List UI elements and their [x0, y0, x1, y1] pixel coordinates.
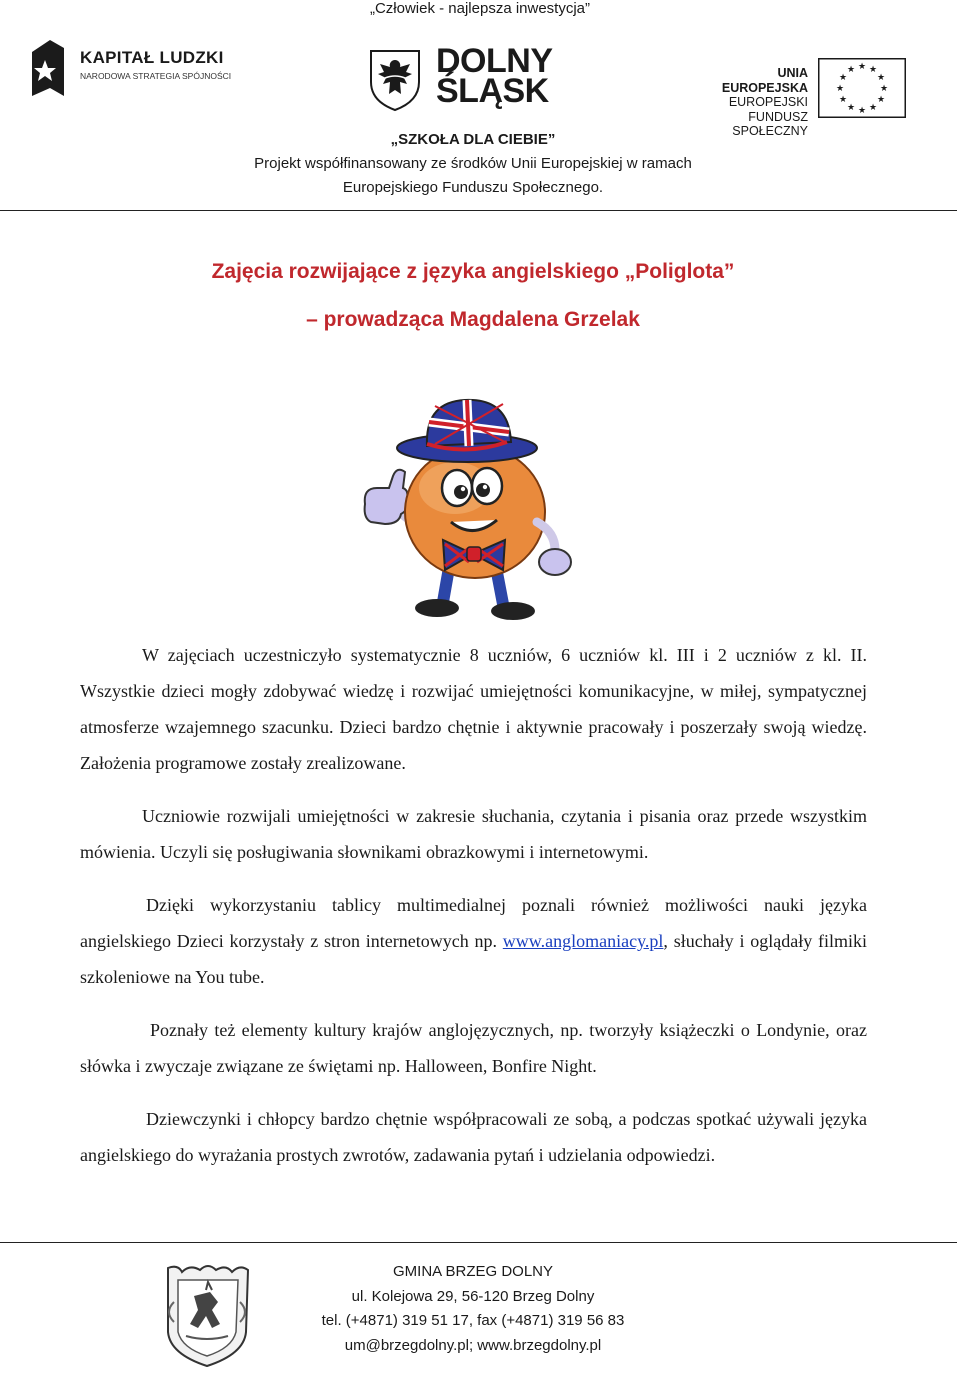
footer-phone: tel. (+4871) 319 51 17, fax (+4871) 319 56 83 [321, 1312, 625, 1329]
project-info [0, 128, 946, 200]
paragraph-culture [80, 1012, 867, 1084]
eu-logo [690, 58, 910, 138]
eu-fund-line2: FUNDUSZ SPOŁECZNY [732, 109, 808, 138]
footer-contact: um@brzegdolny.pl; www.brzegdolny.pl [344, 1336, 602, 1354]
svg-text:★: ★ [846, 65, 856, 75]
header-divider [0, 210, 957, 211]
page-title: Zajęcia rozwijające z języka angielskiego „Poliglota” [211, 260, 735, 283]
kapital-ludzki-subtitle: NARODOWA STRATEGIA SPÓJNOŚCI [80, 71, 232, 81]
paragraph-skills-text: Uczniowie rozwijali umiejętności w zakresie słuchania, czytania i pisania oraz przede wszystkim mówienia. Uczyli się posługiwania słownikami obrazkowymi i internetowymi. [80, 806, 867, 862]
paragraph-multimedia-text: Dzięki wykorzystaniu tablicy multimedialnej poznali również możliwości nauki języka angielskiego Dzieci korzystały z stron internetowych np. [80, 895, 867, 951]
svg-text:★: ★ [838, 73, 848, 83]
paragraph-participants [80, 637, 867, 781]
svg-text:★: ★ [876, 73, 886, 83]
paragraph-multimedia [80, 887, 867, 995]
footer-divider [0, 1242, 957, 1243]
slask-word: ŚLĄSK [436, 72, 549, 110]
eu-fund-line1: EUROPEJSKI [728, 95, 808, 109]
paragraph-cooperation-text: Dziewczynki i chłopcy bardzo chętnie współpracowali ze sobą, a podczas spotkać używali języka angielskiego do wyrażania prostych zwrotów, zadawania pytań i udzielania odpowiedzi. [80, 1109, 867, 1165]
dolny-slask-logo [368, 42, 568, 112]
paragraph-participants-text: W zajęciach uczestniczyło systematycznie 8 uczniów, 6 uczniów kl. III i 2 uczniów z kl. II. Wszystkie dzieci mogły zdobywać wiedzę i rozwijać umiejętności komunikacyjne, w miłej, sympatycznej atmosferze wzajemnego szacunku. Dzieci bardzo chętnie i aktywnie pracowały i poszerzały swoją wiedzę. Założenia programowe zostały zrealizowane. [80, 645, 867, 773]
anglomaniacy-link[interactable]: www.anglomaniacy.pl [502, 931, 664, 951]
svg-text:★: ★ [835, 84, 845, 94]
svg-text:★: ★ [857, 62, 867, 72]
footer-address [270, 1260, 676, 1358]
svg-text:★: ★ [846, 103, 856, 113]
svg-text:★: ★ [879, 84, 889, 94]
paragraph-skills [80, 798, 867, 870]
footer-municipality: GMINA BRZEG DOLNY [392, 1263, 554, 1280]
paragraph-culture-text: Poznały też elementy kultury krajów anglojęzycznych, np. tworzyły książeczki o Londynie, oraz słówka i zwyczaje związane ze świętami np. Halloween, Bonfire Night. [80, 1020, 867, 1076]
eu-union-label: UNIA EUROPEJSKA [721, 66, 808, 95]
motto: „Człowiek - najlepsza inwestycja” [369, 0, 591, 17]
eu-flag-icon [818, 58, 906, 118]
svg-text:★: ★ [876, 95, 886, 105]
mascot-illustration [355, 392, 585, 624]
svg-text:★: ★ [838, 95, 848, 105]
svg-text:★: ★ [868, 65, 878, 75]
kapital-ludzki-logo [28, 38, 232, 100]
svg-text:★: ★ [857, 106, 867, 116]
brzeg-dolny-crest-icon [160, 1262, 254, 1370]
project-funding-line: Projekt współfinansowany ze środków Unii Europejskiej w ramach [254, 155, 692, 172]
page-subtitle: – prowadząca Magdalena Grzelak [306, 308, 640, 331]
eagle-shield-icon [368, 48, 422, 112]
dolny-slask-wordmark [436, 42, 553, 110]
paragraph-cooperation [80, 1101, 867, 1173]
project-name: „SZKOŁA DLA CIEBIE” [390, 131, 556, 148]
kapital-ludzki-emblem-icon [28, 38, 72, 100]
svg-text:★: ★ [868, 103, 878, 113]
kapital-ludzki-title: KAPITAŁ LUDZKI [80, 48, 224, 67]
dolny-word: DOLNY [436, 42, 553, 80]
paragraph-multimedia-text-end: , słuchały i oglądały filmiki szkoleniowe na You tube. [80, 931, 867, 987]
project-fund-line: Europejskiego Funduszu Społecznego. [342, 179, 604, 196]
footer-street: ul. Kolejowa 29, 56-120 Brzeg Dolny [351, 1287, 595, 1305]
